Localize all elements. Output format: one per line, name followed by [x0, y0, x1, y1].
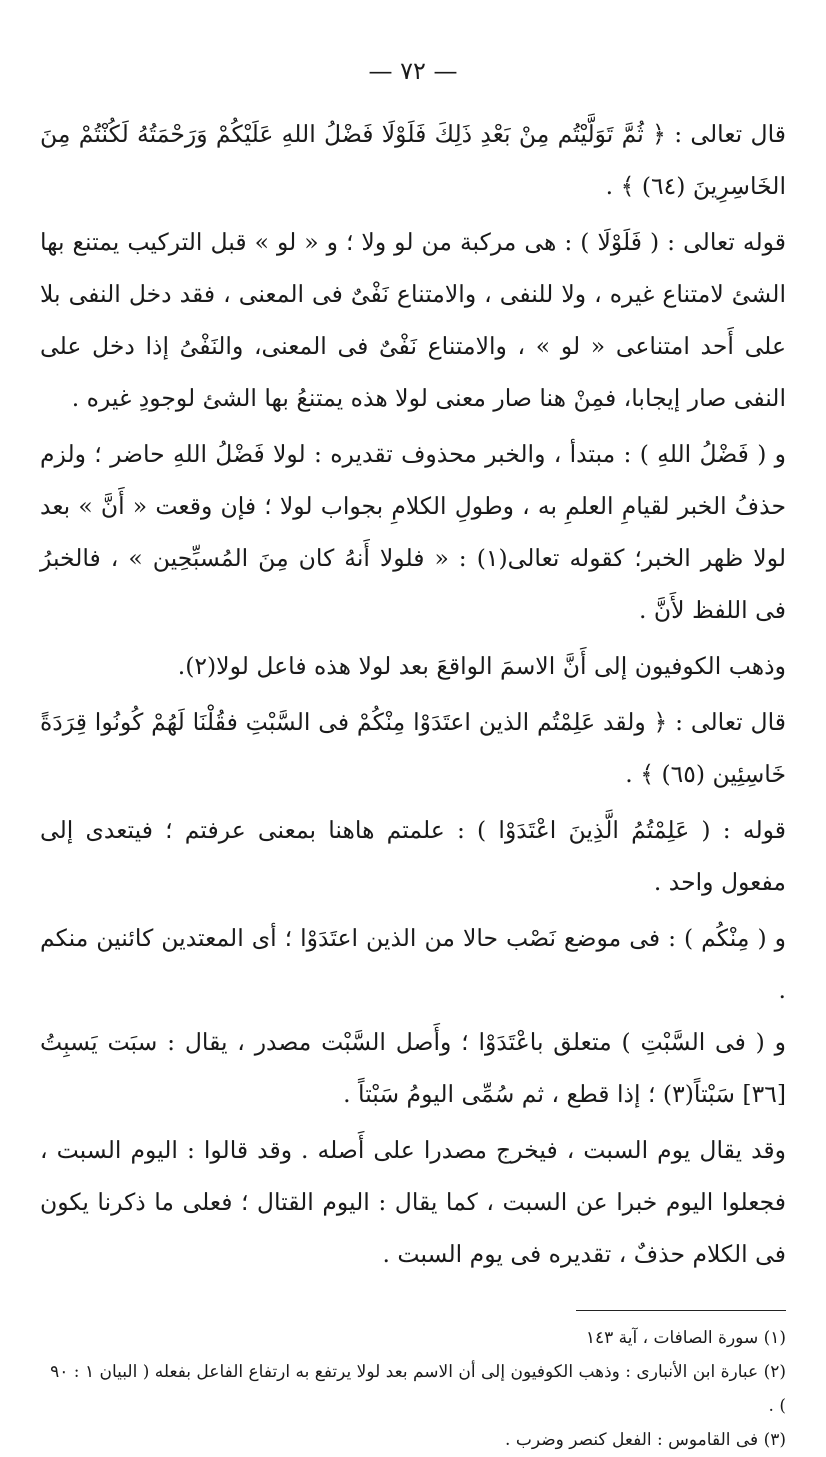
commentary-fi-al-sabt: و ( فى السَّبْتِ ) متعلق باعْتَدَوْا ؛ وأَصل السَّبْت مصدر ، يقال : سبَت يَسبِتُ [٣٦] سَبْتاً(٣) ؛ إذا قطع ، ثم سُمِّى اليومُ سَبْتاً . — [40, 1028, 786, 1108]
verse-65: قال تعالى : ﴿ ولقد عَلِمْتُم الذين اعتَدَوْا مِنْكُمْ فى السَّبْتِ فقُلْنَا لَهُمْ كُونُوا قِرَدَةً خَاسِئِين (٦٥) ﴾ . — [40, 708, 786, 788]
commentary-alimtum: قوله : ( عَلِمْتُمُ الَّذِينَ اعْتَدَوْا ) : علمتم هاهنا بمعنى عرفتم ؛ فيتعدى إلى مفعول واحد . — [40, 816, 786, 896]
verse-64: قال تعالى : ﴿ ثُمَّ تَوَلَّيْتُم مِنْ بَعْدِ ذَلِكَ فَلَوْلَا فَضْلُ اللهِ عَلَيْكُمْ وَرَحْمَتُهُ لَكُنْتُمْ مِنَ الخَاسِرِينَ (٦٤) ﴾ . — [40, 120, 786, 200]
commentary-minkum: و ( مِنْكُم ) : فى موضع نَصْب حالا من الذين اعتَدَوْا ؛ أى المعتدين كائنين منكم . — [40, 924, 786, 1004]
commentary-yawm-al-sabt: وقد يقال يوم السبت ، فيخرج مصدرا على أَصله . وقد قالوا : اليوم السبت ، فجعلوا اليوم خبرا عن السبت ، كما يقال : اليوم القتال ؛ فعلى ما ذكرنا يكون فى الكلام حذفٌ ، تقديره فى يوم السبت . — [40, 1136, 786, 1268]
page-number: — ٧٢ — — [368, 57, 458, 85]
footnote-2: (٢) عبارة ابن الأنبارى : وذهب الكوفيون إلى أن الاسم بعد لولا يرتفع به ارتفاع الفاعل بفعله ( البيان ١ : ٩٠ ) . — [50, 1362, 786, 1416]
commentary-falawla: قوله تعالى : ( فَلَوْلَا ) : هى مركبة من لو ولا ؛ و « لو » قبل التركيب يمتنع بها الشئ لامتناع غيره ، ولا للنفى ، والامتناع نَفْىٌ فى المعنى ، فقد دخل النفى بلا على أَحد امتناعى « لو » ، والامتناع نَفْىٌ فى المعنى، والنَفْىُ إذا دخل على النفى صار إيجابا، فمِنْ هنا صار معنى لولا هذه يمتنعُ بها الشئ لوجودِ غيره . — [40, 228, 786, 412]
footnote-divider — [576, 1310, 786, 1311]
commentary-kufiyun: وذهب الكوفيون إلى أَنَّ الاسمَ الواقعَ بعد لولا هذه فاعل لولا(٢). — [177, 652, 786, 680]
commentary-fadl-allah: و ( فَضْلُ اللهِ ) : مبتدأ ، والخبر محذوف تقديره : لولا فَضْلُ اللهِ حاضر ؛ ولزم حذفُ الخبر لقيامِ العلمِ به ، وطولِ الكلامِ بجواب لولا ؛ فإن وقعت « أَنَّ » بعد لولا ظهر الخبر؛ كقوله تعالى(١) : « فلولا أَنهُ كان مِنَ المُسبِّحِين » ، فالخبرُ فى اللفظ لأَنَّ . — [40, 440, 786, 624]
footnote-1: (١) سورة الصافات ، آية ١٤٣ — [585, 1328, 786, 1348]
footnote-3: (٣) فى القاموس : الفعل كنصر وضرب . — [505, 1430, 786, 1450]
